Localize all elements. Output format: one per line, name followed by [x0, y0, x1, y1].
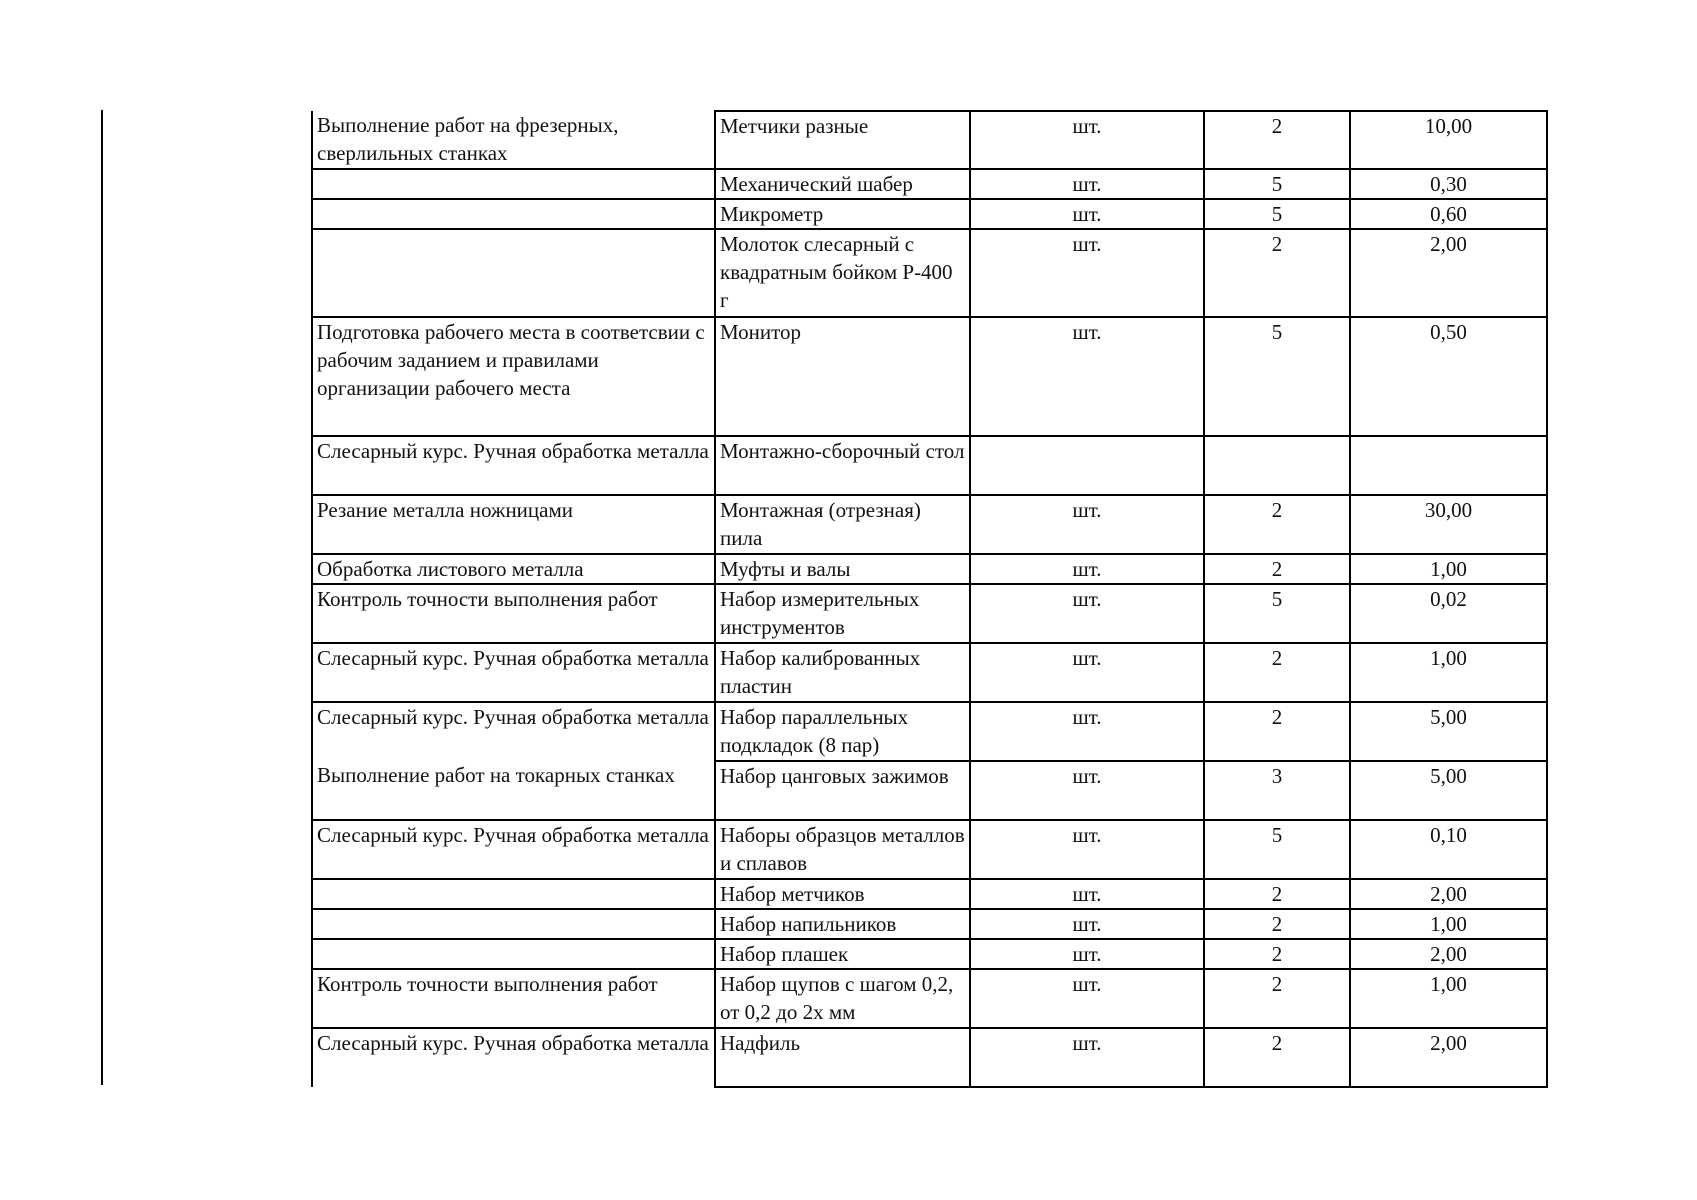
- item-cell: Монтажная (отрезная) пила: [715, 495, 970, 554]
- value-cell: 1,00: [1350, 554, 1547, 584]
- unit-cell: шт.: [970, 761, 1204, 820]
- quantity-cell: 2: [1204, 909, 1350, 939]
- value-cell: [1350, 436, 1547, 495]
- quantity-cell: 2: [1204, 939, 1350, 969]
- value-cell: 1,00: [1350, 969, 1547, 1028]
- activity-cell: Резание металла ножницами: [312, 495, 715, 554]
- activity-cell: Слесарный курс. Ручная обработка металла: [312, 1028, 715, 1087]
- activity-cell: Слесарный курс. Ручная обработка металла: [312, 702, 715, 761]
- table-row: [312, 436, 1547, 495]
- table-row: [312, 909, 1547, 939]
- unit-cell: шт.: [970, 554, 1204, 584]
- item-cell: Механический шабер: [715, 169, 970, 199]
- value-cell: 5,00: [1350, 761, 1547, 820]
- activity-cell: [312, 909, 715, 939]
- activity-cell: Слесарный курс. Ручная обработка металла: [312, 820, 715, 879]
- quantity-cell: 2: [1204, 554, 1350, 584]
- table-row: [312, 1028, 1547, 1087]
- quantity-cell: 5: [1204, 317, 1350, 436]
- value-cell: 10,00: [1350, 111, 1547, 169]
- value-cell: 2,00: [1350, 879, 1547, 909]
- activity-cell: [312, 879, 715, 909]
- value-cell: 0,10: [1350, 820, 1547, 879]
- value-cell: 1,00: [1350, 909, 1547, 939]
- value-cell: 2,00: [1350, 229, 1547, 317]
- item-cell: Монитор: [715, 317, 970, 436]
- quantity-cell: 2: [1204, 702, 1350, 761]
- equipment-table: [311, 110, 1548, 1088]
- item-cell: Молоток слесарный с квадратным бойком Р-400 г: [715, 229, 970, 317]
- value-cell: 5,00: [1350, 702, 1547, 761]
- value-cell: 2,00: [1350, 1028, 1547, 1087]
- item-cell: Набор измерительных инструментов: [715, 584, 970, 643]
- unit-cell: шт.: [970, 495, 1204, 554]
- activity-cell: Контроль точности выполнения работ: [312, 584, 715, 643]
- table-row: [312, 643, 1547, 702]
- table-row: [312, 317, 1547, 436]
- item-cell: Набор метчиков: [715, 879, 970, 909]
- table-row: [312, 939, 1547, 969]
- unit-cell: шт.: [970, 702, 1204, 761]
- table-row: [312, 169, 1547, 199]
- unit-cell: шт.: [970, 939, 1204, 969]
- value-cell: 1,00: [1350, 643, 1547, 702]
- activity-cell: Слесарный курс. Ручная обработка металла: [312, 436, 715, 495]
- item-cell: Набор параллельных подкладок (8 пар): [715, 702, 970, 761]
- table-row: [312, 554, 1547, 584]
- table-row: [312, 969, 1547, 1028]
- value-cell: 0,30: [1350, 169, 1547, 199]
- item-cell: Микрометр: [715, 199, 970, 229]
- unit-cell: шт.: [970, 199, 1204, 229]
- table-row: [312, 879, 1547, 909]
- unit-cell: шт.: [970, 879, 1204, 909]
- unit-cell: [970, 436, 1204, 495]
- quantity-cell: 5: [1204, 169, 1350, 199]
- table-row: [312, 199, 1547, 229]
- table-row: [312, 111, 1547, 169]
- unit-cell: шт.: [970, 1028, 1204, 1087]
- value-cell: 2,00: [1350, 939, 1547, 969]
- unit-cell: шт.: [970, 111, 1204, 169]
- activity-cell: [312, 229, 715, 317]
- item-cell: Набор калиброванных пластин: [715, 643, 970, 702]
- unit-cell: шт.: [970, 643, 1204, 702]
- table-row: [312, 702, 1547, 761]
- quantity-cell: 2: [1204, 969, 1350, 1028]
- item-cell: Наборы образцов металлов и сплавов: [715, 820, 970, 879]
- quantity-cell: 2: [1204, 879, 1350, 909]
- item-cell: Надфиль: [715, 1028, 970, 1087]
- unit-cell: шт.: [970, 909, 1204, 939]
- quantity-cell: [1204, 436, 1350, 495]
- unit-cell: шт.: [970, 584, 1204, 643]
- value-cell: 0,60: [1350, 199, 1547, 229]
- quantity-cell: 5: [1204, 199, 1350, 229]
- unit-cell: шт.: [970, 169, 1204, 199]
- quantity-cell: 5: [1204, 584, 1350, 643]
- item-cell: Набор плашек: [715, 939, 970, 969]
- item-cell: Набор щупов с шагом 0,2, от 0,2 до 2х мм: [715, 969, 970, 1028]
- table-row: [312, 761, 1547, 820]
- activity-cell: [312, 169, 715, 199]
- item-cell: Набор цанговых зажимов: [715, 761, 970, 820]
- item-cell: Монтажно-сборочный стол: [715, 436, 970, 495]
- quantity-cell: 2: [1204, 229, 1350, 317]
- activity-cell: [312, 199, 715, 229]
- value-cell: 30,00: [1350, 495, 1547, 554]
- unit-cell: шт.: [970, 317, 1204, 436]
- activity-cell: Выполнение работ на фрезерных, сверлильных станках: [312, 111, 715, 169]
- quantity-cell: 2: [1204, 111, 1350, 169]
- quantity-cell: 2: [1204, 643, 1350, 702]
- unit-cell: шт.: [970, 969, 1204, 1028]
- unit-cell: шт.: [970, 229, 1204, 317]
- quantity-cell: 3: [1204, 761, 1350, 820]
- activity-cell: Обработка листового металла: [312, 554, 715, 584]
- table-row: [312, 229, 1547, 317]
- activity-cell: Выполнение работ на токарных станках: [312, 761, 715, 820]
- activity-cell: Слесарный курс. Ручная обработка металла: [312, 643, 715, 702]
- activity-cell: Контроль точности выполнения работ: [312, 969, 715, 1028]
- quantity-cell: 2: [1204, 1028, 1350, 1087]
- quantity-cell: 5: [1204, 820, 1350, 879]
- table-row: [312, 495, 1547, 554]
- page-margin-rule: [101, 110, 103, 1085]
- value-cell: 0,50: [1350, 317, 1547, 436]
- table-row: [312, 820, 1547, 879]
- activity-cell: [312, 939, 715, 969]
- unit-cell: шт.: [970, 820, 1204, 879]
- table-row: [312, 584, 1547, 643]
- activity-cell: Подготовка рабочего места в соответсвии с рабочим заданием и правилами организации рабочего места: [312, 317, 715, 436]
- value-cell: 0,02: [1350, 584, 1547, 643]
- item-cell: Муфты и валы: [715, 554, 970, 584]
- quantity-cell: 2: [1204, 495, 1350, 554]
- item-cell: Метчики разные: [715, 111, 970, 169]
- item-cell: Набор напильников: [715, 909, 970, 939]
